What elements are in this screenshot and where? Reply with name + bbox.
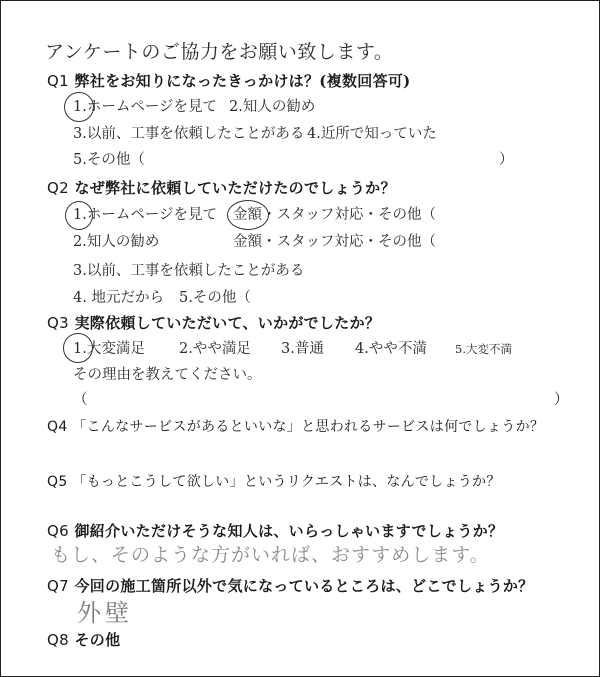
q2-option-3: 3.以前、工事を依頼したことがある [73, 263, 305, 279]
answer-circle [64, 92, 94, 122]
answer-circle [65, 201, 93, 230]
q1-option-5: 5.その他（ [73, 152, 145, 168]
q3-reason-close: ） [554, 392, 569, 408]
page-title: アンケートのご協力をお願い致します。 [45, 41, 394, 63]
question-text: 「もっとこうして欲しい」というリクエストは、なんでしょうか？ [72, 474, 501, 490]
q1-option-3: 3.以前、工事を依頼したことがある [73, 126, 305, 142]
question-number: Q4 [47, 419, 68, 435]
question-number: Q1 [47, 72, 69, 90]
question-4 [47, 420, 544, 434]
question-number: Q2 [47, 179, 69, 197]
q3-reason-label: その理由を教えてください。 [73, 367, 262, 383]
answer-circle [63, 333, 93, 363]
question-text: なぜ弊社に依頼していただけたのでしょうか？ [74, 179, 396, 197]
q2-option-2-detail: 金額・スタッフ対応・その他（ [233, 234, 436, 250]
q2-option-2: 2.知人の勧め [73, 234, 160, 250]
question-number: Q8 [47, 631, 69, 649]
question-2 [47, 181, 396, 196]
q2-option-4: 4. 地元だから [73, 290, 164, 306]
question-number: Q7 [47, 577, 69, 595]
answer-circle [227, 200, 269, 230]
question-3 [47, 316, 380, 331]
question-number: Q6 [47, 522, 69, 540]
q2-option-5: 5.その他（ [179, 290, 251, 306]
question-text: 御紹介いただけそうな知人は、いらっしゃいますでしょうか？ [74, 522, 504, 540]
question-1 [47, 74, 411, 89]
q3-option-2: 2.やや満足 [179, 341, 251, 357]
q7-handwritten-answer: 外壁 [77, 599, 133, 627]
q3-reason-open: （ [73, 392, 88, 408]
q1-option-4: 4.近所で知っていた [307, 126, 437, 142]
q2-option-1-detail: 金額・スタッフ対応・その他（ [233, 207, 436, 223]
q1-option-1: 1.ホームページを見て [73, 99, 218, 115]
question-number: Q5 [47, 474, 68, 490]
question-text: 実際依頼していただいて、いかがでしたか？ [74, 314, 381, 332]
question-text: 今回の施工箇所以外で気になっているところは、どこでしょうか？ [74, 577, 534, 595]
q3-option-5: 5.大変不満 [455, 342, 512, 356]
question-text: その他 [74, 631, 121, 649]
question-number: Q3 [47, 314, 69, 332]
q3-option-1: 1.大変満足 [73, 341, 145, 357]
q3-option-3: 3.普通 [281, 341, 324, 357]
question-6 [47, 524, 503, 539]
q1-option-5-close: ） [499, 152, 514, 168]
q2-option-1: 1.ホームページを見て [73, 207, 218, 223]
q1-option-2: 2.知人の勧め [229, 99, 316, 115]
question-7 [47, 579, 534, 594]
question-text: 弊社をお知りになったきっかけは？(複数回答可) [74, 72, 411, 90]
question-8 [47, 633, 120, 648]
question-text: 「こんなサービスがあるといいな」と思われるサービスは何でしょうか？ [72, 419, 545, 435]
q6-handwritten-answer: もし、そのような方がいれば、おすすめします。 [51, 544, 490, 566]
q3-option-4: 4.やや不満 [355, 341, 427, 357]
question-5 [47, 475, 501, 489]
